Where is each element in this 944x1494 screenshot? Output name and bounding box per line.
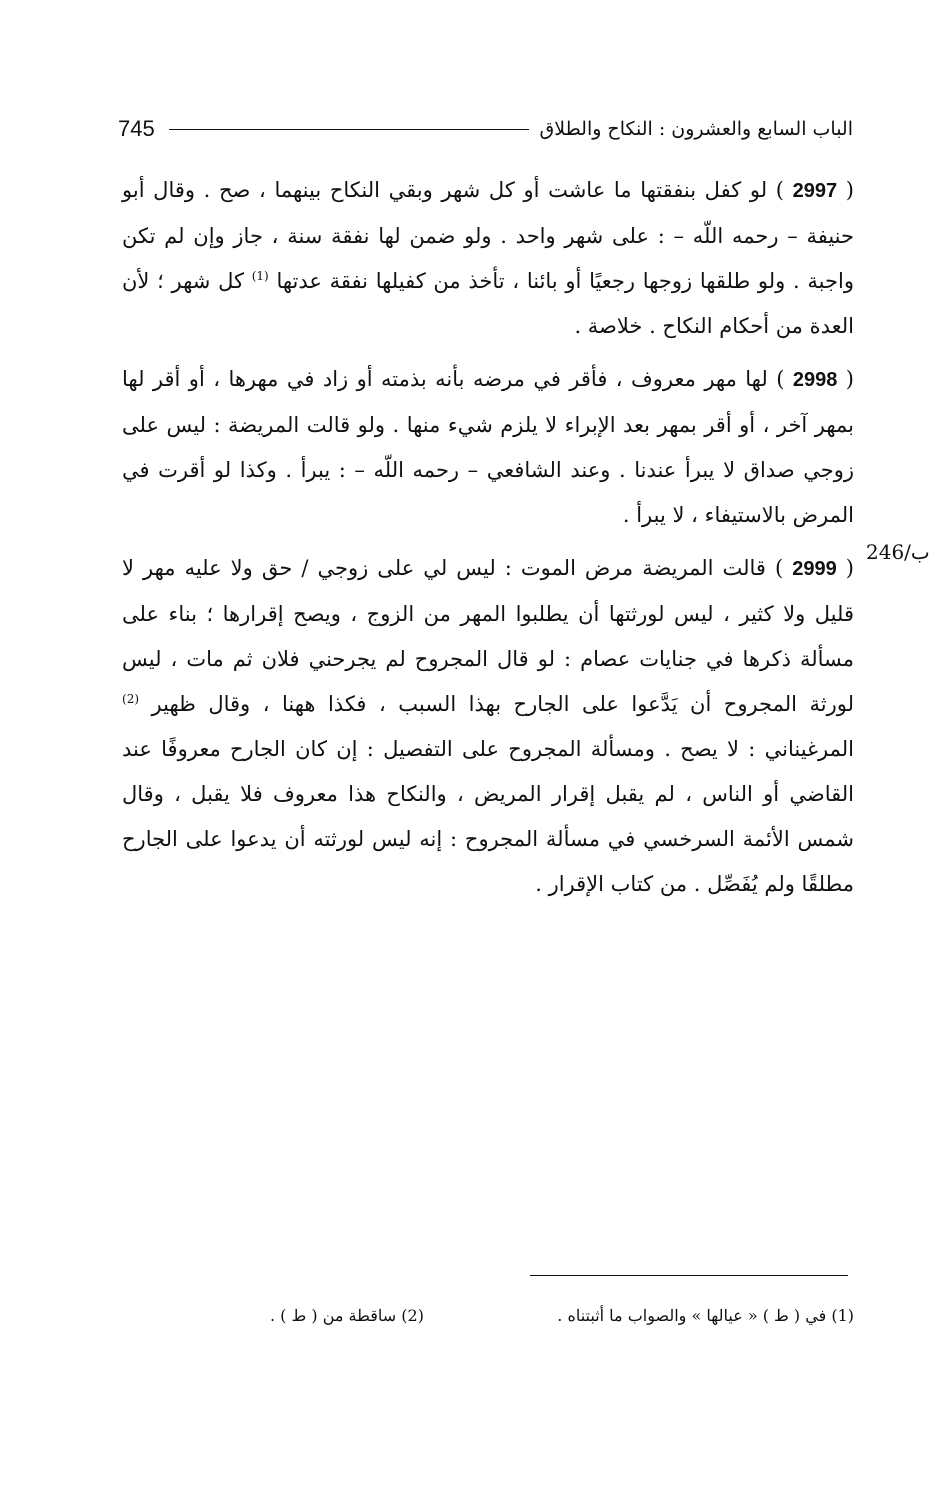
paragraph-text-cont: كل شهر ؛ لأن العدة من أحكام النكاح . خلاصة . bbox=[122, 269, 854, 338]
paragraph-text: ) لو كفل بنفقتها ما عاشت أو كل شهر وبقي النكاح بينهما ، صح . وقال أبو حنيفة – رحمه اللّه – : على شهر واحد . ولو ضمن لها نفقة سنة ، جاز وإن لم تكن واجبة . ولو طلقها زوجها رجعيًا أو بائنا ، تأخذ من كفيلها نفقة عدتها bbox=[122, 178, 854, 293]
footnote-ref-1[interactable]: (1) bbox=[251, 269, 269, 283]
footnote-rule bbox=[530, 1275, 848, 1276]
footnote-ref-2[interactable]: (2) bbox=[122, 692, 140, 706]
paragraph-2999 bbox=[122, 546, 854, 907]
paragraph-2997 bbox=[122, 168, 854, 349]
margin-folio-note: 246/ب bbox=[866, 540, 930, 564]
paragraph-text: ) قالت المريضة مرض الموت : ليس لي على زوجي / حق ولا عليه مهر لا قليل ولا كثير ، ليس لورثتها أن يطلبوا المهر من الزوج ، ويصح إقرارها ؛ بناء على مسألة ذكرها في جنايات عصام : لو قال المجروح لم يجرحني فلان ثم مات ، ليس لورثة المجروح أن يَدَّعوا على الجارح بهذا السبب ، فكذا ههنا ، وقال ظهير bbox=[122, 556, 854, 716]
page-header bbox=[118, 112, 853, 146]
open-paren: ( bbox=[845, 556, 854, 580]
footnotes bbox=[270, 1306, 854, 1325]
issue-number: 2998 bbox=[792, 369, 838, 391]
open-paren: ( bbox=[845, 367, 854, 391]
footnote-1: (1) في ( ط ) « عيالها » والصواب ما أثبتناه . bbox=[557, 1306, 854, 1325]
open-paren: ( bbox=[845, 178, 854, 202]
paragraph-text-cont: المرغيناني : لا يصح . ومسألة المجروح على التفصيل : إن كان الجارح معروفًا عند القاضي أو الناس ، لم يقبل إقرار المريض ، والنكاح هذا معروف فلا يقبل ، وقال شمس الأئمة السرخسي في مسألة المجروح : إنه ليس لورثته أن يدعوا على الجارح مطلقًا ولم يُفَصِّل . من كتاب الإقرار . bbox=[122, 737, 854, 896]
running-head: الباب السابع والعشرون : النكاح والطلاق bbox=[539, 118, 853, 140]
issue-number: 2997 bbox=[792, 180, 838, 202]
footnote-2: (2) ساقطة من ( ط ) . bbox=[270, 1306, 424, 1325]
paragraph-text: ) لها مهر معروف ، فأقر في مرضه بأنه بذمته أو زاد في مهرها ، أو أقر لها بمهر آخر ، أو أقر بمهر بعد الإبراء لا يلزم شيء منها . ولو قالت المريضة : ليس على زوجي صداق لا يبرأ عندنا . وعند الشافعي – رحمه اللّه – : يبرأ . وكذا لو أقرت في المرض بالاستيفاء ، لا يبرأ . bbox=[122, 367, 854, 527]
issue-number: 2999 bbox=[792, 558, 837, 580]
page-number: 745 bbox=[118, 116, 155, 141]
body-text bbox=[122, 168, 854, 915]
header-rule bbox=[169, 129, 530, 130]
paragraph-2998 bbox=[122, 357, 854, 538]
